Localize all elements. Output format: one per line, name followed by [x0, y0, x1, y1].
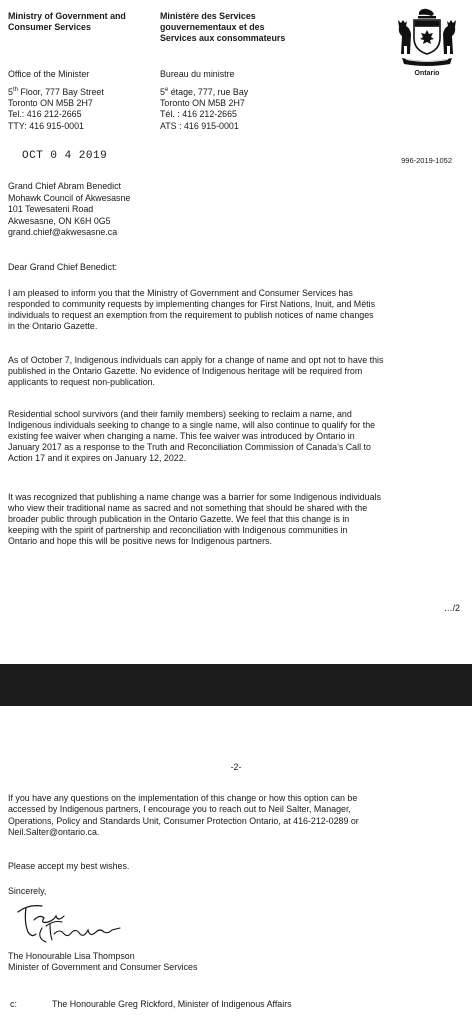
handwritten-signature [12, 898, 162, 946]
address-block-fr: 5e étage, 777, rue Bay Toronto ON M5B 2H7 Tél. : 416 212-2665 ATS : 416 915-0001 [160, 86, 249, 131]
paragraph-5: If you have any questions on the implementation of this change or how this option can be accessed by Indigenous partners, I encourage you to reach out to Neil Salter, Manager, Operations, Policy and Standards Unit, Consumer Protection Ontario, at 416-212-0289 or Neil.Salter@ontario.ca. [8, 793, 359, 838]
cc-label: c: [10, 999, 17, 1009]
letter-page-2 [0, 706, 472, 1024]
page-number: -2- [230, 762, 242, 772]
paragraph-4: It was recognized that publishing a name change was a barrier for some Indigenous individuals who view their traditional name as sacred and not something that should be shared with the broader public through publication in the Ontario Gazette. We feel that this change is in keeping with the spirit of partnership and reconciliation with Indigenous communities in Ontario and hope this will be positive news for Indigenous partners. [8, 492, 381, 546]
paragraph-3: Residential school survivors (and their family members) seeking to reclaim a name, and Indigenous individuals seeking to change to a single name, will also continue to qualify for the existing fee waiver when changing a name. This fee waiver was introduced by Ontario in January 2017 as a response to the Truth and Reconciliation Commission of Canada’s Call to Action 17 and it expires on January 12, 2022. [8, 409, 376, 463]
logo-wordmark: Ontario [414, 70, 440, 77]
reference-number: 996-2019-1052 [401, 156, 452, 165]
signer-title: Minister of Government and Consumer Services [8, 962, 198, 973]
paragraph-2: As of October 7, Indigenous individuals can apply for a change of name and opt not to have this published in the Ontario Gazette. No evidence of Indigenous heritage will be required from applicants to request non-publication. [8, 355, 384, 387]
date-stamp: OCT 0 4 2019 [22, 150, 108, 162]
ministry-name-fr: Ministère des Services gouvernementaux et des Services aux consommateurs [160, 11, 286, 43]
best-wishes: Please accept my best wishes. [8, 861, 130, 871]
office-of-minister-en: Office of the Minister [8, 69, 90, 79]
signer-name: The Honourable Lisa Thompson [8, 951, 135, 961]
recipient-address: Grand Chief Abram Benedict Mohawk Council of Akwesasne 101 Tewesateni Road Akwesasne, ON K6H 0G5 grand.chief@akwesasne.ca [8, 181, 131, 238]
coat-of-arms-icon [392, 6, 462, 68]
cc-recipient: The Honourable Greg Rickford, Minister of Indigenous Affairs [52, 999, 292, 1009]
ministry-name-en: Ministry of Government and Consumer Services [8, 11, 126, 32]
page-separator [0, 664, 472, 706]
office-of-minister-fr: Bureau du ministre [160, 69, 235, 79]
continued-marker: …/2 [443, 603, 460, 613]
ontario-coat-of-arms-logo [392, 6, 462, 78]
salutation: Dear Grand Chief Benedict: [8, 262, 118, 272]
paragraph-1: I am pleased to inform you that the Ministry of Government and Consumer Services has responded to community requests by implementing changes for First Nations, Inuit, and Métis individuals to request an exemption from the requirement to publish notices of name changes in the Ontario Gazette. [8, 288, 376, 331]
closing: Sincerely, [8, 886, 47, 896]
signature-block [8, 951, 197, 973]
address-block-en: 5th Floor, 777 Bay Street Toronto ON M5B 2H7 Tel.: 416 212-2665 TTY: 416 915-0001 [8, 86, 104, 131]
signature-icon [12, 898, 162, 946]
